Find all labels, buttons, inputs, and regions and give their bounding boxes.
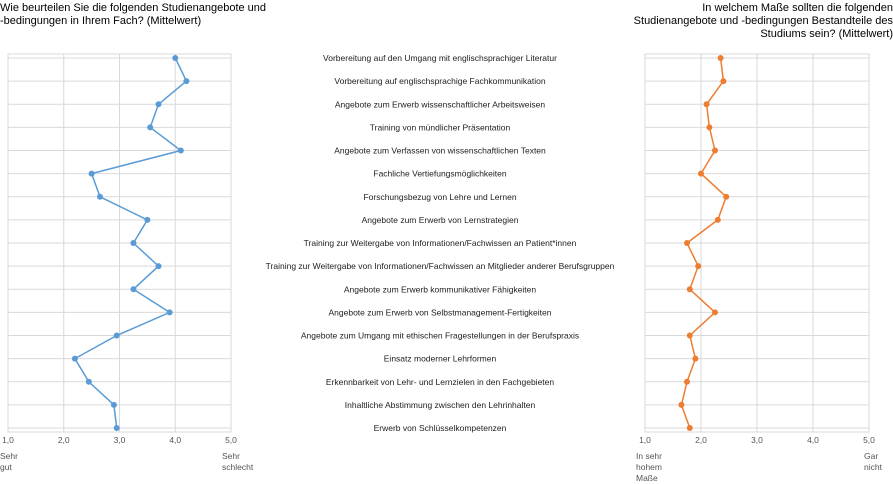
data-point-left [178, 148, 184, 154]
axis-max-label-left: Sehr [222, 451, 240, 461]
data-point-right [704, 101, 710, 107]
data-point-right [712, 309, 718, 315]
tick-label-left: 2,0 [57, 435, 70, 445]
data-point-right [695, 263, 701, 269]
axis-max-label-left: schlecht [222, 462, 254, 472]
category-label: Forschungsbezug von Lehre und Lernen [363, 191, 517, 202]
category-label: Fachliche Vertiefungsmöglichkeiten [373, 168, 507, 179]
tick-label-left: 3,0 [113, 435, 126, 445]
data-point-right [687, 333, 693, 339]
data-point-right [692, 356, 698, 362]
data-point-right [720, 78, 726, 84]
category-label: Angebote zum Erwerb wissenschaftlicher Arbeitsweisen [334, 99, 546, 110]
category-label: Angebote zum Erwerb kommunikativer Fähigkeiten [343, 284, 537, 295]
category-label: Angebote zum Erwerb von Selbstmanagement-Fertigkeiten [328, 307, 552, 318]
data-point-left [156, 101, 162, 107]
axis-min-label-right: Maße [636, 473, 658, 483]
data-point-right [687, 425, 693, 431]
data-point-left [114, 333, 120, 339]
data-point-left [89, 171, 95, 177]
chart-title-right: Studienangebote und -bedingungen Bestandteile des [633, 15, 893, 27]
chart-title-left: -bedingungen in Ihrem Fach? (Mittelwert) [0, 15, 202, 27]
tick-label-right: 5,0 [863, 435, 875, 445]
data-point-left [156, 263, 162, 269]
data-point-right [723, 194, 729, 200]
category-label: Erwerb von Schlüsselkompetenzen [373, 423, 507, 433]
data-point-right [698, 171, 704, 177]
data-point-left [130, 240, 136, 246]
axis-min-label-left: Sehr [0, 451, 18, 461]
category-label: Vorbereitung auf den Umgang mit englischsprachiger Literatur [323, 53, 557, 63]
tick-label-left: 1,0 [2, 435, 14, 445]
tick-label-right: 4,0 [807, 435, 819, 445]
chart-title-right: Studiums sein? (Mittelwert) [760, 28, 893, 40]
data-point-right [712, 148, 718, 154]
axis-max-label-right: nicht [864, 462, 882, 472]
axis-min-label-left: gut [0, 462, 12, 472]
data-point-left [72, 356, 78, 362]
data-point-left [111, 402, 117, 408]
data-point-left [172, 55, 178, 61]
axis-max-label-right: Gar [864, 451, 879, 461]
tick-label-right: 1,0 [639, 435, 651, 445]
axis-min-label-right: hohem [636, 462, 662, 472]
category-label: Einsatz moderner Lehrformen [383, 353, 497, 364]
tick-label-left: 4,0 [169, 435, 182, 445]
chart-title-right: In welchem Maße sollten die folgenden [702, 2, 893, 14]
tick-label-right: 3,0 [751, 435, 763, 445]
data-point-right [706, 124, 712, 130]
category-label: Angebote zum Erwerb von Lernstrategien [361, 214, 519, 225]
data-point-left [144, 217, 150, 223]
category-label: Training zur Weitergabe von Informationen/Fachwissen an Patient*innen [303, 238, 577, 248]
data-point-right [684, 379, 690, 385]
data-point-left [147, 124, 153, 130]
data-point-right [678, 402, 684, 408]
category-label: Erkennbarkeit von Lehr- und Lernzielen in den Fachgebieten [325, 376, 555, 387]
data-point-right [684, 240, 690, 246]
data-point-left [167, 309, 173, 315]
category-label: Inhaltliche Abstimmung zwischen den Lehrinhalten [344, 399, 536, 410]
data-point-left [86, 379, 92, 385]
category-label: Vorbereitung auf englischsprachige Fachkommunikation [334, 76, 546, 87]
tick-label-left: 5,0 [225, 435, 237, 445]
chart-title-left: Wie beurteilen Sie die folgenden Studienangebote und [0, 2, 267, 14]
tick-label-right: 2,0 [695, 435, 707, 445]
data-point-right [715, 217, 721, 223]
category-label: Angebote zum Umgang mit ethischen Fragestellungen in der Berufspraxis [300, 330, 580, 341]
category-label: Training zur Weitergabe von Informationen/Fachwissen an Mitglieder anderer Berufsgruppen [265, 261, 615, 272]
data-point-left [114, 425, 120, 431]
data-point-right [687, 286, 693, 292]
category-label: Training von mündlicher Präsentation [369, 122, 511, 133]
data-point-left [97, 194, 103, 200]
data-point-right [718, 55, 724, 61]
data-point-left [130, 286, 136, 292]
data-point-left [183, 78, 189, 84]
axis-min-label-right: In sehr [636, 451, 662, 461]
category-label: Angebote zum Verfassen von wissenschaftlichen Texten [334, 145, 546, 156]
